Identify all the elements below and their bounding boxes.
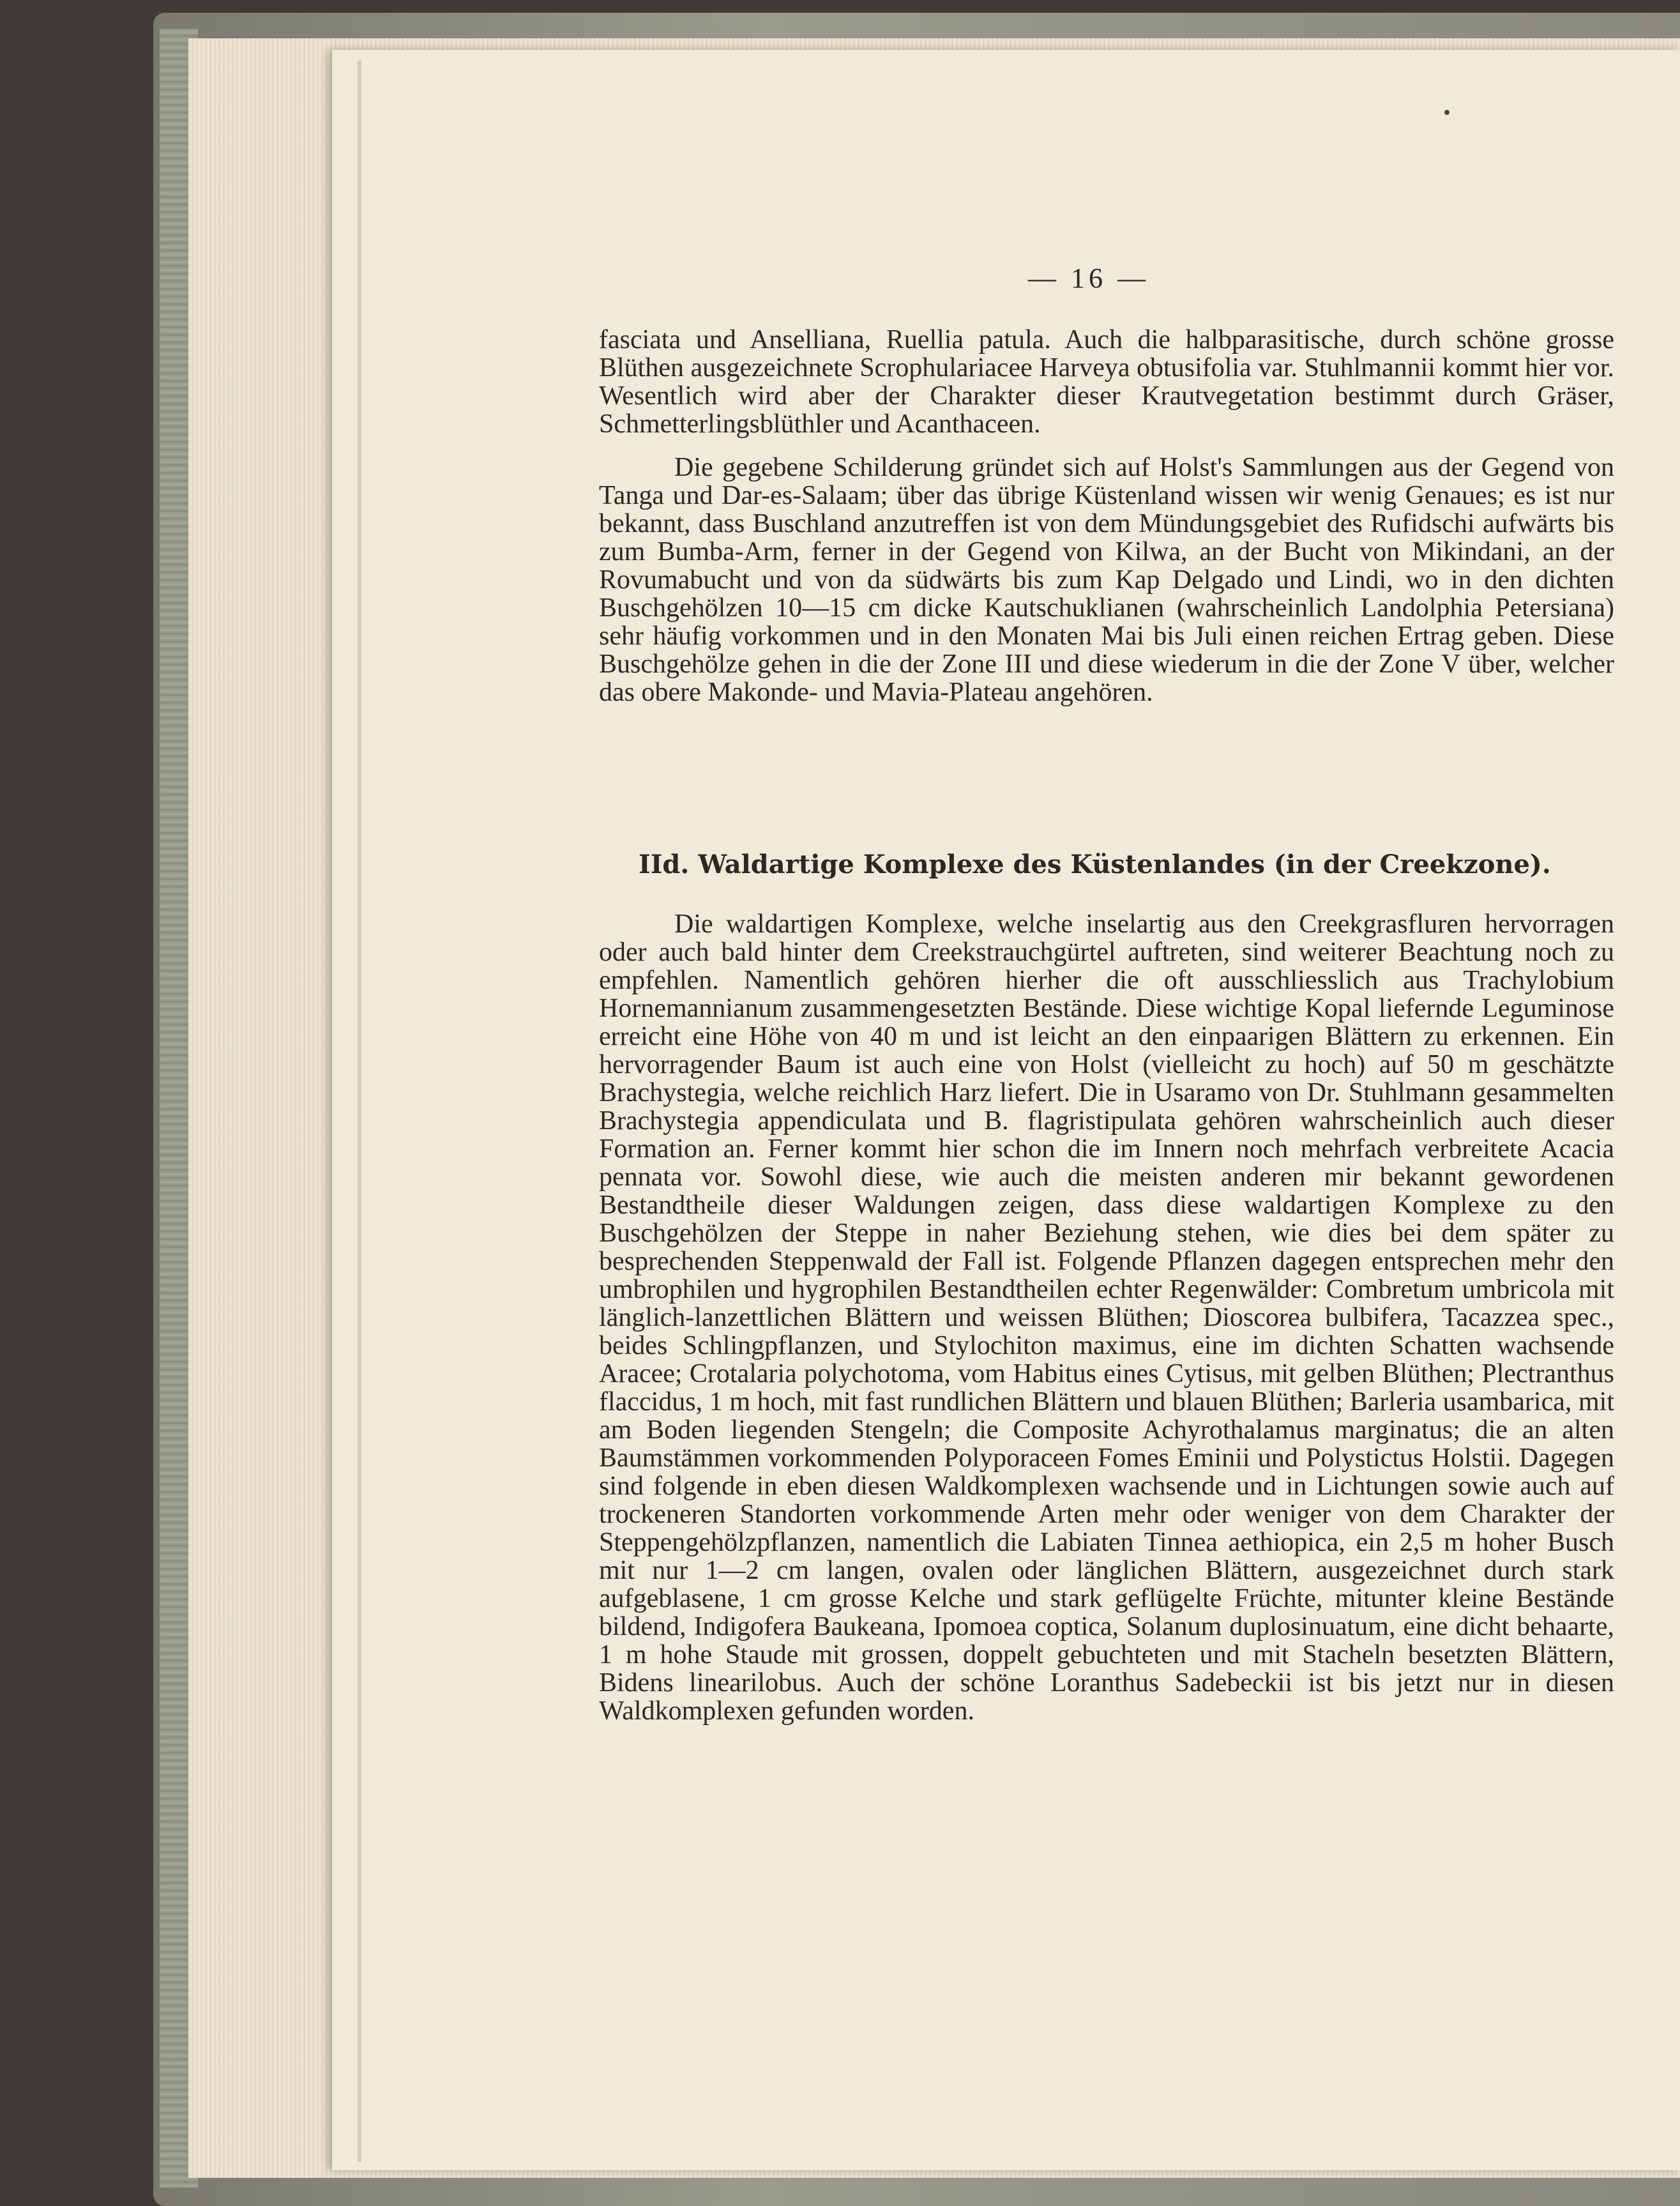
page-number: — 16 — (1028, 262, 1149, 294)
section-heading: IId. Waldartige Komplexe des Küstenlandes (in der Creekzone). (639, 849, 1551, 879)
page-speck (1444, 110, 1449, 115)
paragraph-2: Die gegebene Schilderung gründet sich auf Holst's Sammlungen aus der Gegend von Tanga und Dar-es-Salaam; über das übrige Küstenland wissen wir wenig Genaues; es ist nur bekannt, dass Buschland anzutreffen ist von dem Mündungsgebiet des Rufidschi aufwärts bis zum Bumba-Arm, ferner in der Gegend von Kilwa, an der Bucht von Mikindani, an der Rovumabucht und von da südwärts bis zum Kap Delgado und Lindi, wo in den dichten Buschgehölzen 10—15 cm dicke Kautschuklianen (wahrscheinlich Landolphia Petersiana) sehr häufig vorkommen und in den Monaten Mai bis Juli einen reichen Ertrag geben. Diese Buschgehölze gehen in die der Zone III und diese wiederum in die der Zone V über, welcher das obere Makonde- und Mavia-Plateau angehören. (599, 453, 1614, 707)
paragraph-1: fasciata und Anselliana, Ruellia patula. Auch die halbparasitische, durch schöne grosse Blüthen ausgezeichnete Scrophulariacee Harveya obtusifolia var. Stuhlmannii kommt hier vor. Wesentlich wird aber der Charakter dieser Krautvegetation bestimmt durch Gräser, Schmetterlingsblüthler und Acanthaceen. (599, 325, 1614, 439)
page-gutter (358, 61, 361, 2162)
paragraph-3: Die waldartigen Komplexe, welche inselartig aus den Creekgrasfluren hervorragen oder auch bald hinter dem Creekstrauchgürtel auftreten, sind weiterer Beachtung noch zu empfehlen. Namentlich gehören hierher die oft ausschliesslich aus Trachylobium Hornemannianum zusammengesetzten Bestände. Diese wichtige Kopal liefernde Leguminose erreicht eine Höhe von 40 m und ist leicht an den einpaarigen Blättern zu erkennen. Ein hervorragender Baum ist auch eine von Holst (vielleicht zu hoch) auf 50 m geschätzte Brachystegia, welche reichlich Harz liefert. Die in Usaramo von Dr. Stuhlmann gesammelten Brachystegia appendiculata und B. flagristipulata gehören wahrscheinlich auch dieser Formation an. Ferner kommt hier schon die im Innern noch mehrfach verbreitete Acacia pennata vor. Sowohl diese, wie auch die meisten anderen mir bekannt gewordenen Bestandtheile dieser Waldungen zeigen, dass diese waldartigen Komplexe zu den Buschgehölzen der Steppe in naher Beziehung stehen, wie dies bei dem später zu besprechenden Steppenwald der Fall ist. Folgende Pflanzen dagegen entsprechen mehr den umbrophilen und hygrophilen Bestandtheilen echter Regenwälder: Combretum umbricola mit länglich-lanzettlichen Blättern und weissen Blüthen; Dioscorea bulbifera, Tacazzea spec., beides Schlingpflanzen, und Stylochiton maximus, eine im dichten Schatten wachsende Aracee; Crotalaria polychotoma, vom Habitus eines Cytisus, mit gelben Blüthen; Plectranthus flaccidus, 1 m hoch, mit fast rundlichen Blättern und blauen Blüthen; Barleria usambarica, mit am Boden liegenden Stengeln; die Composite Achyrothalamus marginatus; die an alten Baumstämmen vorkommenden Polyporaceen Fomes Eminii und Polystictus Holstii. Dagegen sind folgende in eben diesen Waldkomplexen wachsende und in Lichtungen sowie auch auf trockeneren Standorten vorkommende Arten mehr oder weniger von dem Charakter der Steppengehölzpflanzen, namentlich die Labiaten Tinnea aethiopica, ein 2,5 m hoher Busch mit nur 1—2 cm langen, ovalen oder länglichen Blättern, ausgezeichnet durch stark aufgeblasene, 1 cm grosse Kelche und stark geflügelte Früchte, mitunter kleine Bestände bildend, Indigofera Baukeana, Ipomoea coptica, Solanum duplosinuatum, eine dicht behaarte, 1 m hohe Staude mit grossen, doppelt gebuchteten und mit Stacheln besetzten Blättern, Bidens linearilobus. Auch der schöne Loranthus Sadebeckii ist bis jetzt nur in diesen Waldkomplexen gefunden worden. (599, 909, 1614, 1726)
